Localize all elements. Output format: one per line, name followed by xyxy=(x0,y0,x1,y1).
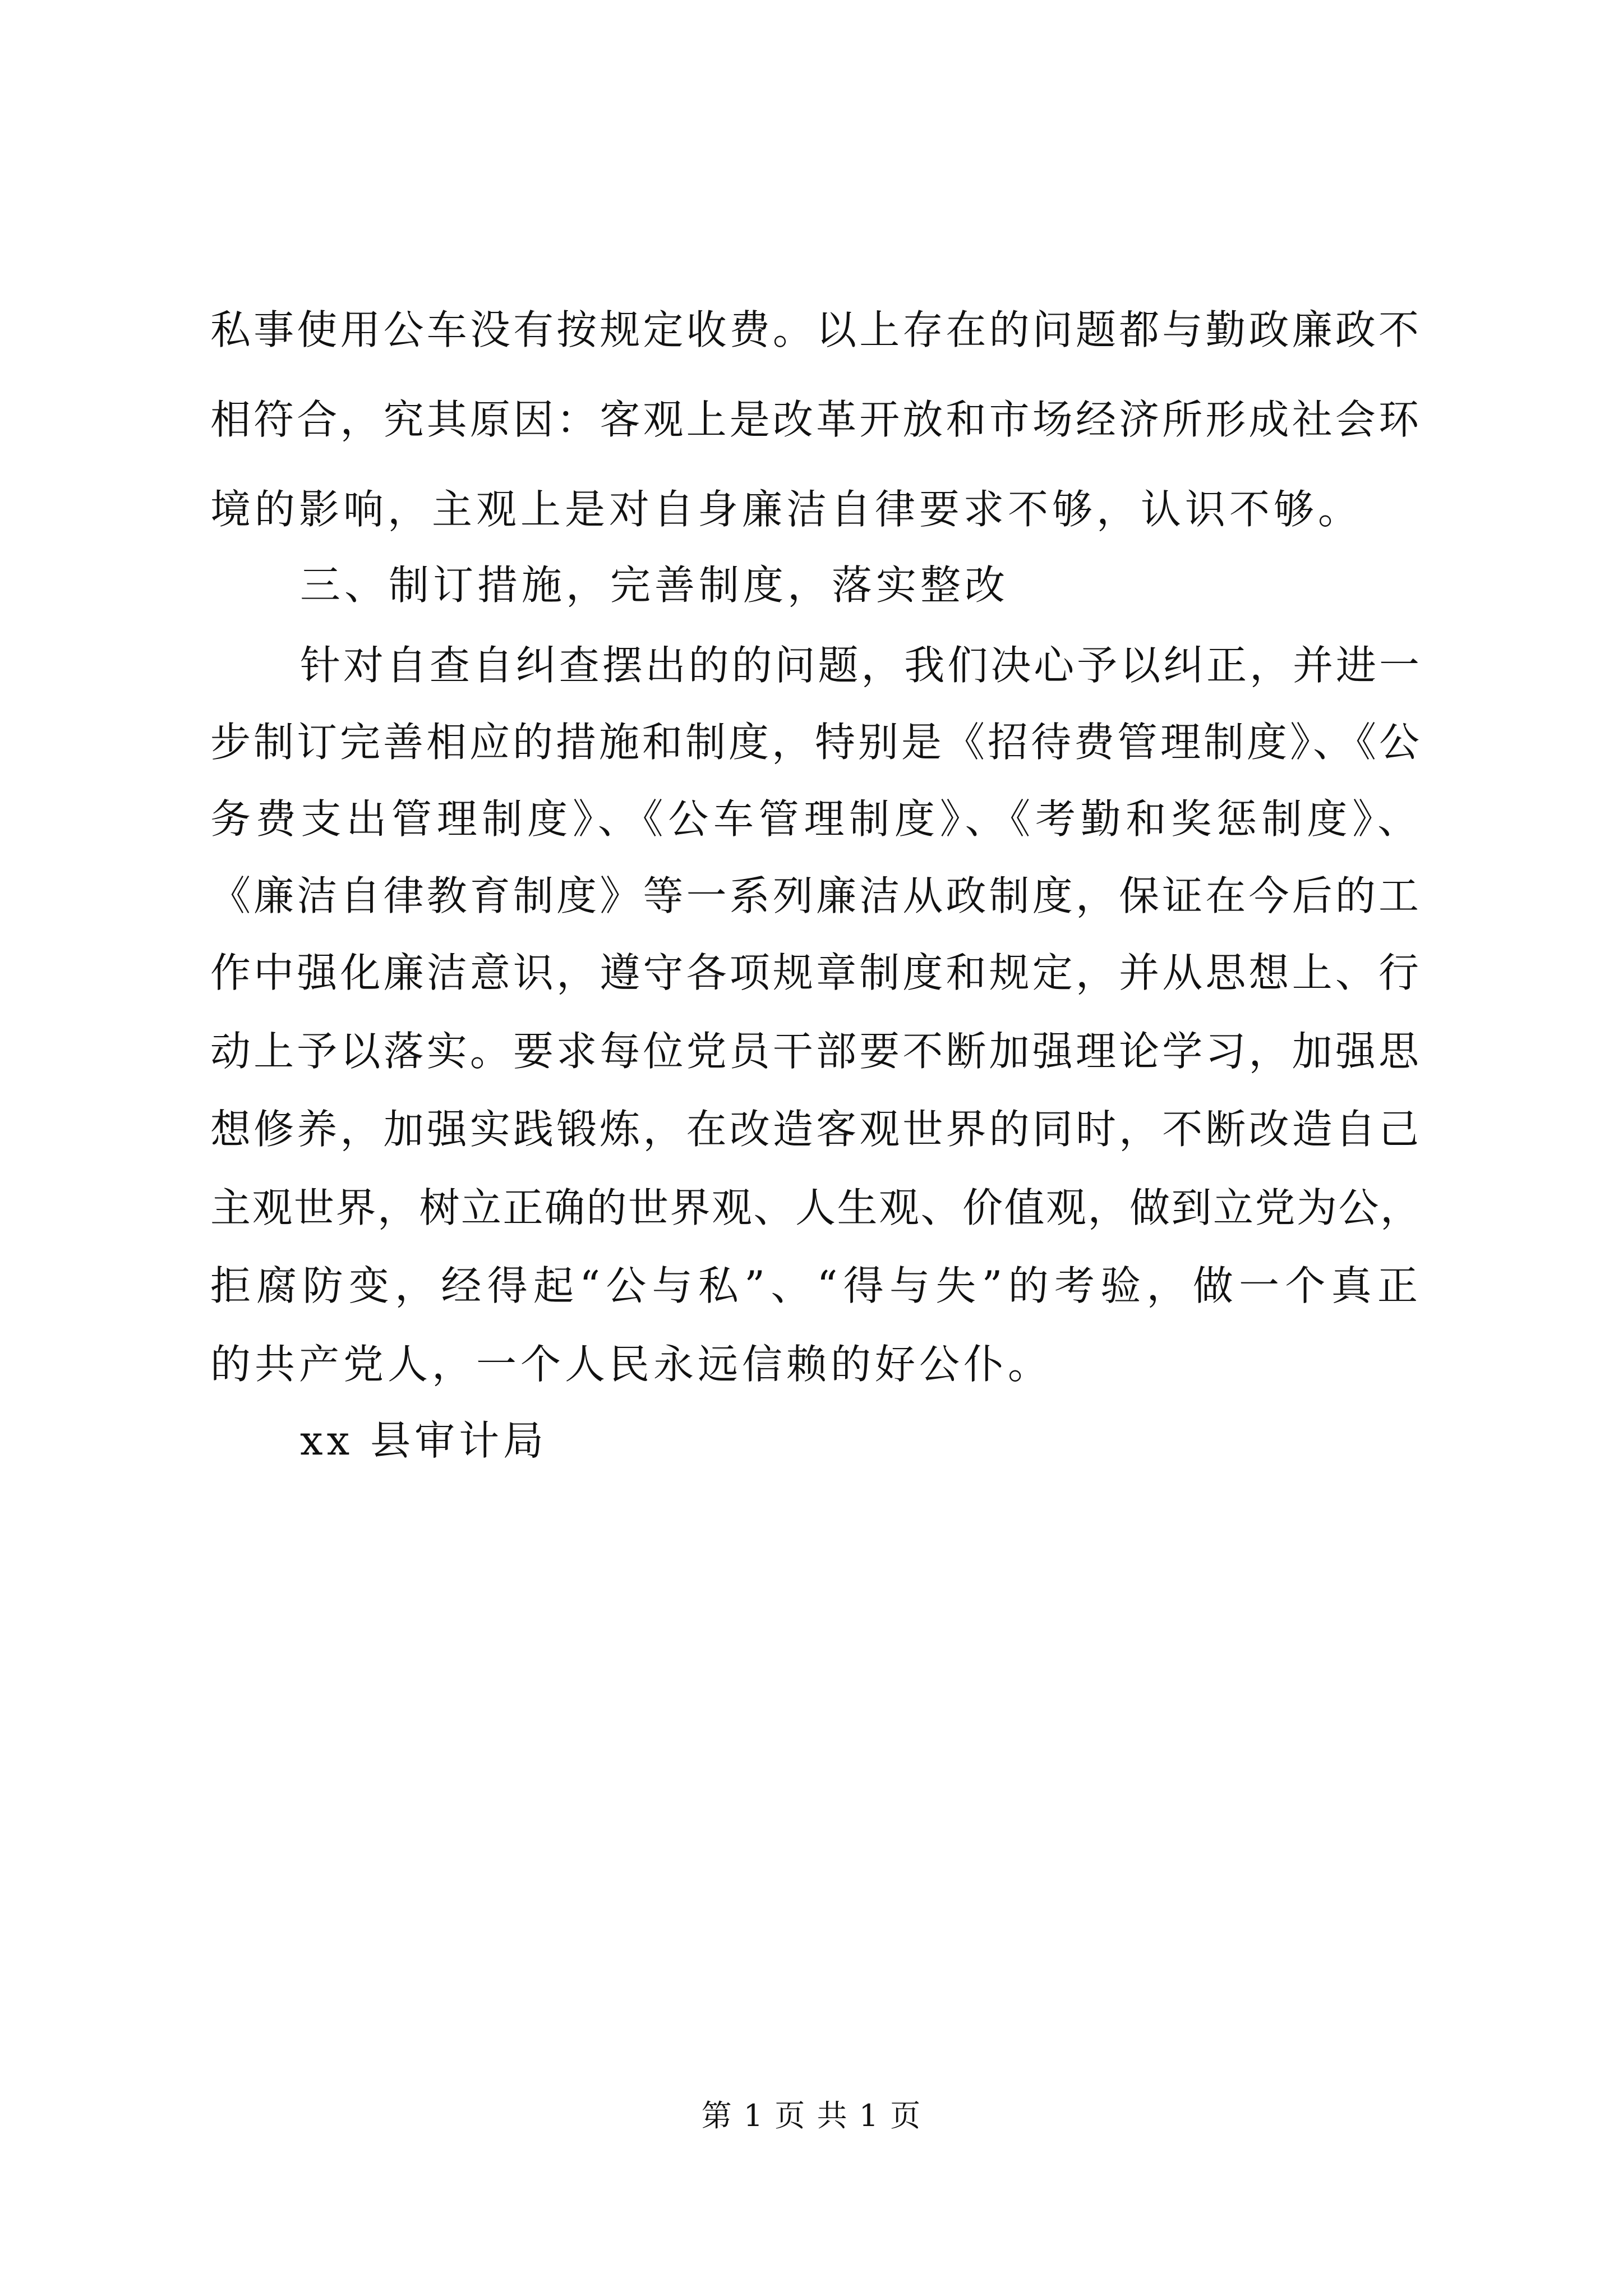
signature: xx 县审计局 xyxy=(300,1417,548,1464)
paragraph-line: 拒腐防变，经得起“公与私”、“得与失”的考验，做一个真正 xyxy=(210,1262,1422,1309)
paragraph-line: 境的影响，主观上是对自身廉洁自律要求不够，认识不够。 xyxy=(210,486,1363,533)
paragraph-line: 主观世界，树立正确的世界观、人生观、价值观，做到立党为公， xyxy=(210,1184,1422,1231)
paragraph-line: 动上予以落实。要求每位党员干部要不断加强理论学习，加强思 xyxy=(210,1028,1422,1075)
paragraph-line: 的共产党人，一个人民永远信赖的好公仆。 xyxy=(210,1341,1053,1388)
paragraph-line: 步制订完善相应的措施和制度，特别是《招待费管理制度》、《公 xyxy=(210,719,1422,766)
paragraph-line: 针对自查自纠查摆出的的问题，我们决心予以纠正，并进一 xyxy=(300,642,1422,689)
paragraph-line: 务费支出管理制度》、《公车管理制度》、《考勤和奖惩制度》、 xyxy=(210,795,1422,843)
paragraph-line: 相符合，究其原因：客观上是改革开放和市场经济所形成社会环 xyxy=(210,396,1422,443)
page-footer: 第 1 页 共 1 页 xyxy=(701,2098,922,2133)
paragraph-line: 《廉洁自律教育制度》等一系列廉洁从政制度，保证在今后的工 xyxy=(210,872,1422,919)
paragraph-line: 私事使用公车没有按规定收费。以上存在的问题都与勤政廉政不 xyxy=(210,306,1422,353)
section-heading: 三、制订措施，完善制度，落实整改 xyxy=(300,562,1009,609)
paragraph-line: 作中强化廉洁意识，遵守各项规章制度和规定，并从思想上、行 xyxy=(210,949,1422,996)
paragraph-line: 想修养，加强实践锻炼，在改造客观世界的同时，不断改造自己 xyxy=(210,1106,1422,1153)
